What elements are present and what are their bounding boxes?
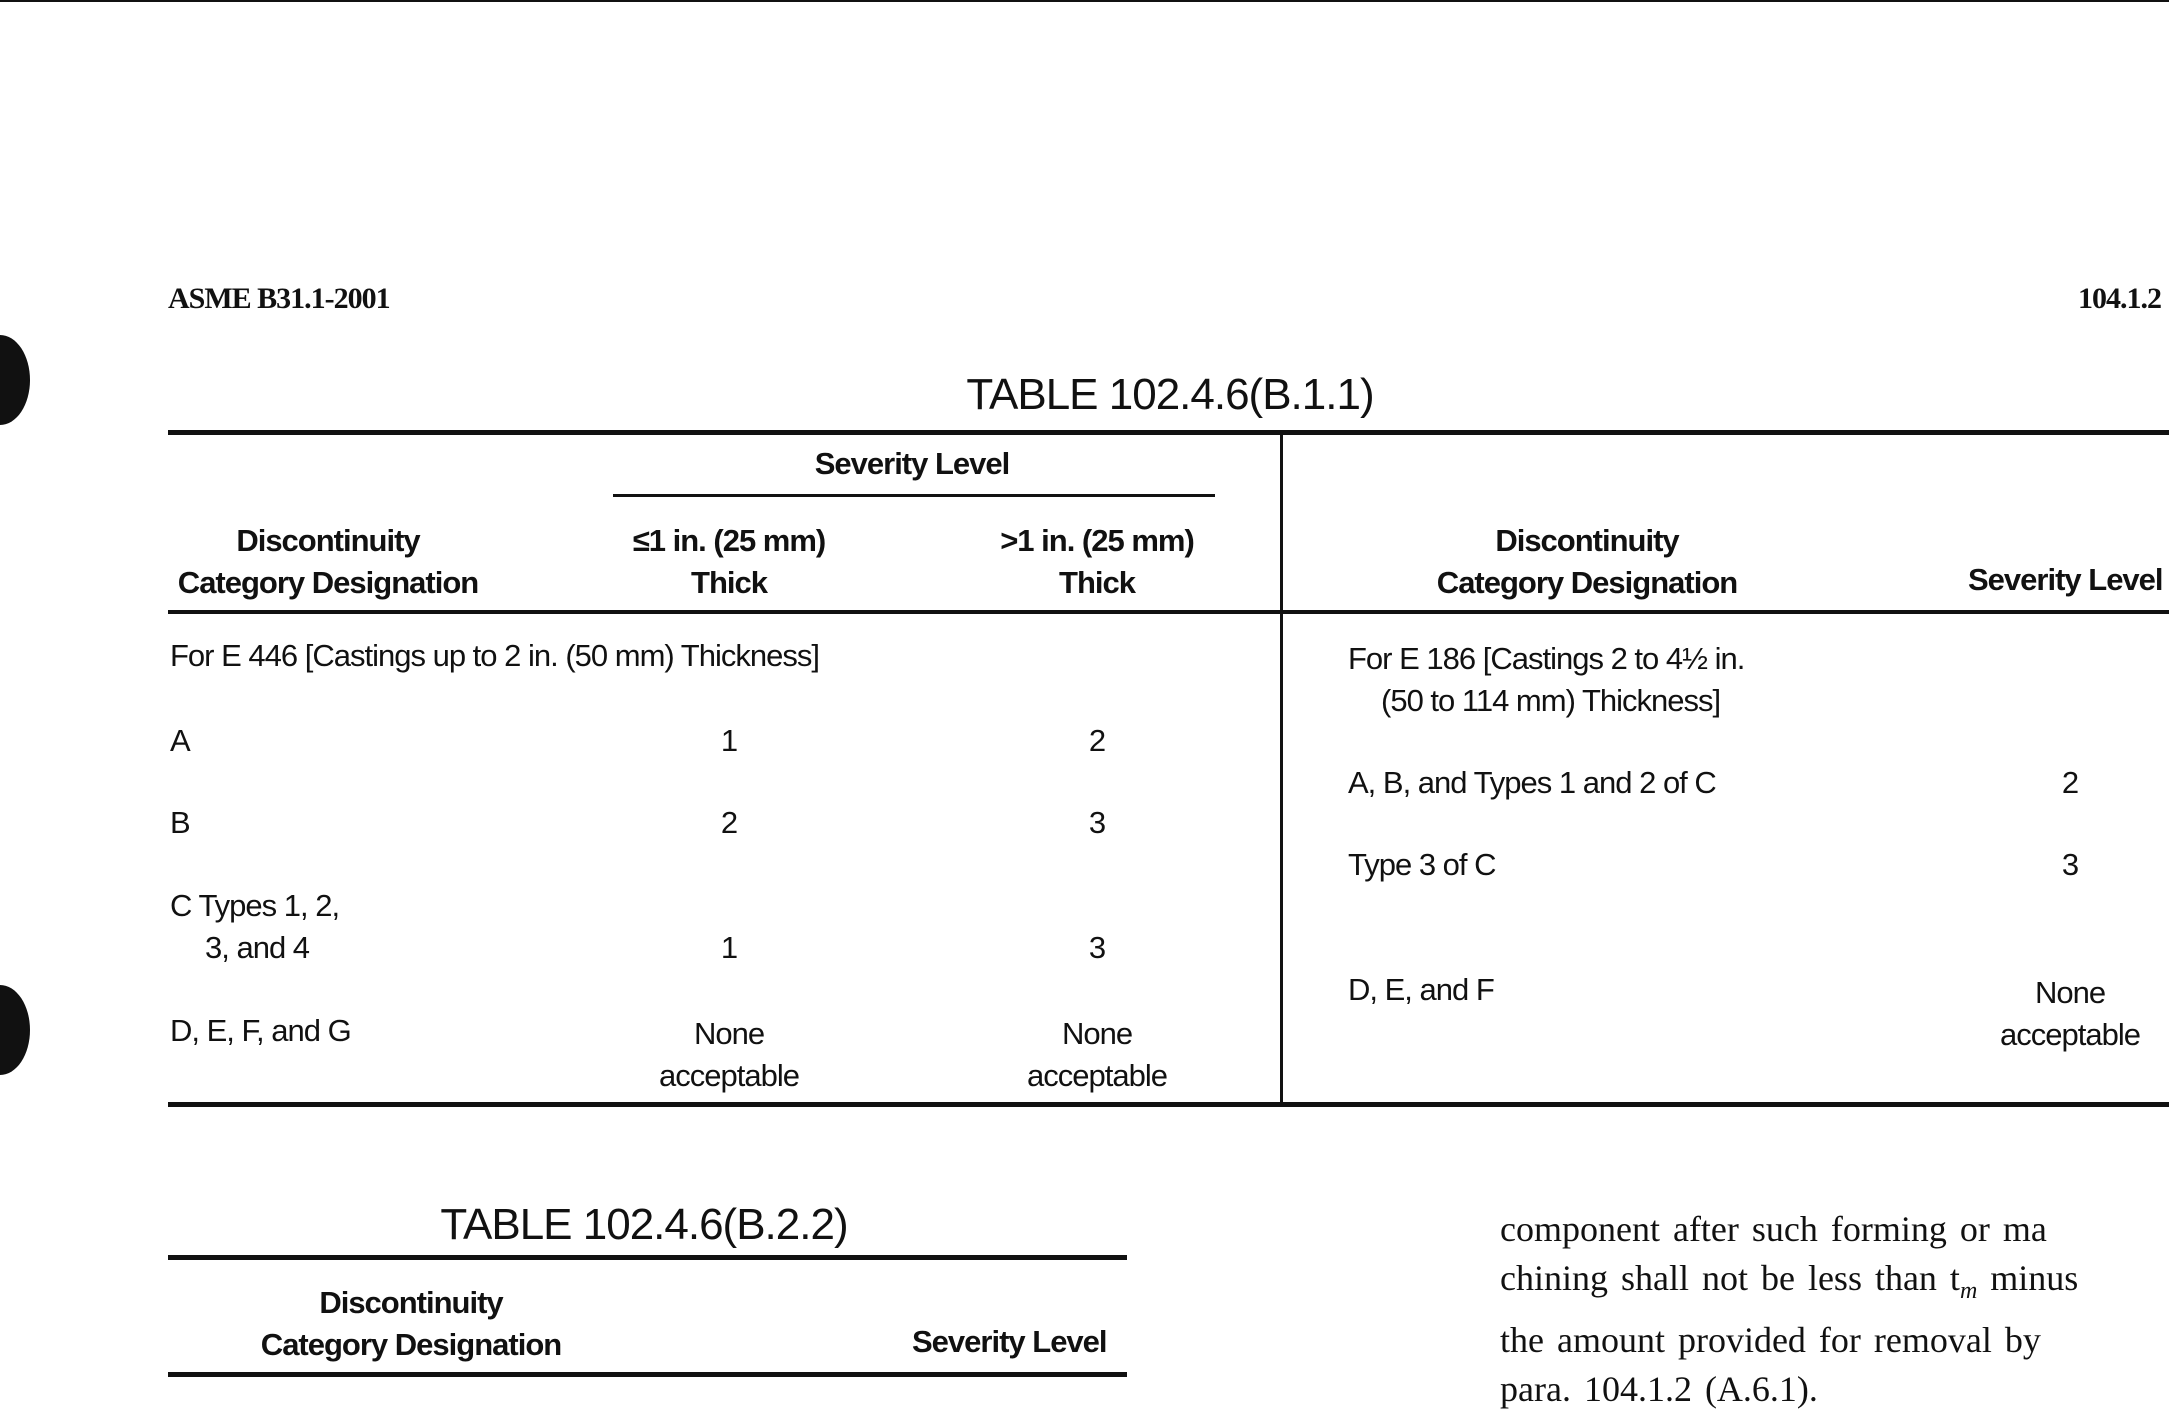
cell-line: None [1061, 1016, 1133, 1051]
text: minus [1977, 1258, 2079, 1298]
header-line: Discontinuity [1495, 523, 1679, 558]
body-paragraph [1500, 1205, 2169, 1414]
right-col-header-category [1437, 520, 1737, 604]
table2-col-header-severity: Severity Level [912, 1324, 1107, 1359]
paragraph-line: para. 104.1.2 (A.6.1). [1500, 1369, 1818, 1410]
row-thin [659, 1013, 799, 1097]
cell-line: acceptable [2000, 1017, 2140, 1052]
header-line: ≤1 in. (25 mm) [632, 523, 826, 558]
row-cat: C Types 1, 2, [170, 888, 340, 923]
right-row-cat: Type 3 of C [1348, 847, 1496, 882]
severity-underline [613, 494, 1215, 497]
table2-title: TABLE 102.4.6(B.2.2) [440, 1200, 848, 1249]
right-row-level: 3 [2061, 847, 2079, 882]
punch-hole [0, 985, 30, 1075]
table2-header-rule [168, 1372, 1127, 1377]
section-e446: For E 446 [Castings up to 2 in. (50 mm) Thickness] [170, 638, 819, 673]
row-thin: 1 [720, 930, 738, 965]
section-line: For E 186 [Castings 2 to 4½ in. [1348, 641, 1745, 676]
paragraph-line: the amount provided for removal by [1500, 1320, 2041, 1361]
header-line: Category Designation [177, 565, 479, 600]
header-line: >1 in. (25 mm) [1000, 523, 1194, 558]
col-header-thin [633, 520, 826, 604]
section-line: (50 to 114 mm) Thickness] [1381, 683, 1721, 718]
col-header-thick [1000, 520, 1194, 604]
row-thick [1027, 1013, 1167, 1097]
top-scan-line [0, 0, 2169, 2]
cell-line: acceptable [1027, 1058, 1167, 1093]
row-thin: 1 [720, 723, 738, 758]
table1-title: TABLE 102.4.6(B.1.1) [966, 370, 1374, 419]
paragraph-line [1500, 1254, 2169, 1316]
cell-line: acceptable [659, 1058, 799, 1093]
table1-divider [1280, 432, 1283, 1105]
row-cat-cont: 3, and 4 [205, 930, 310, 965]
table1-header-rule [168, 610, 2169, 614]
row-thick: 3 [1088, 805, 1106, 840]
cell-line: None [693, 1016, 765, 1051]
cell-line: None [2034, 975, 2106, 1010]
text: chining shall not be less than t [1500, 1258, 1960, 1298]
row-cat: D, E, F, and G [170, 1013, 351, 1048]
row-thin: 2 [720, 805, 738, 840]
row-cat: A [170, 723, 190, 758]
table1-bottom-rule [168, 1102, 2169, 1107]
section-e186 [1348, 638, 1744, 722]
right-row-cat: D, E, and F [1348, 972, 1494, 1007]
table1-top-rule [168, 430, 2169, 435]
row-cat: B [170, 805, 190, 840]
header-line: Thick [1059, 565, 1135, 600]
col-header-category [178, 520, 478, 604]
table2-top-rule [168, 1255, 1127, 1260]
running-header-left: ASME B31.1-2001 [168, 282, 390, 315]
right-row-cat: A, B, and Types 1 and 2 of C [1348, 765, 1716, 800]
header-line: Thick [691, 565, 767, 600]
header-line: Discontinuity [319, 1285, 503, 1320]
paragraph-line: component after such forming or ma [1500, 1209, 2047, 1249]
header-line: Category Designation [260, 1327, 562, 1362]
row-thick: 3 [1088, 930, 1106, 965]
row-thick: 2 [1088, 723, 1106, 758]
header-line: Discontinuity [236, 523, 420, 558]
running-header-right: 104.1.2 [2078, 282, 2161, 315]
subscript: m [1959, 1278, 1978, 1305]
right-row-level: 2 [2061, 765, 2079, 800]
table2-col-header-category [261, 1282, 561, 1366]
right-col-header-severity: Severity Level [1968, 562, 2163, 597]
severity-level-header: Severity Level [814, 446, 1010, 481]
right-row-level [2000, 972, 2140, 1056]
punch-hole [0, 335, 30, 425]
header-line: Category Designation [1436, 565, 1738, 600]
